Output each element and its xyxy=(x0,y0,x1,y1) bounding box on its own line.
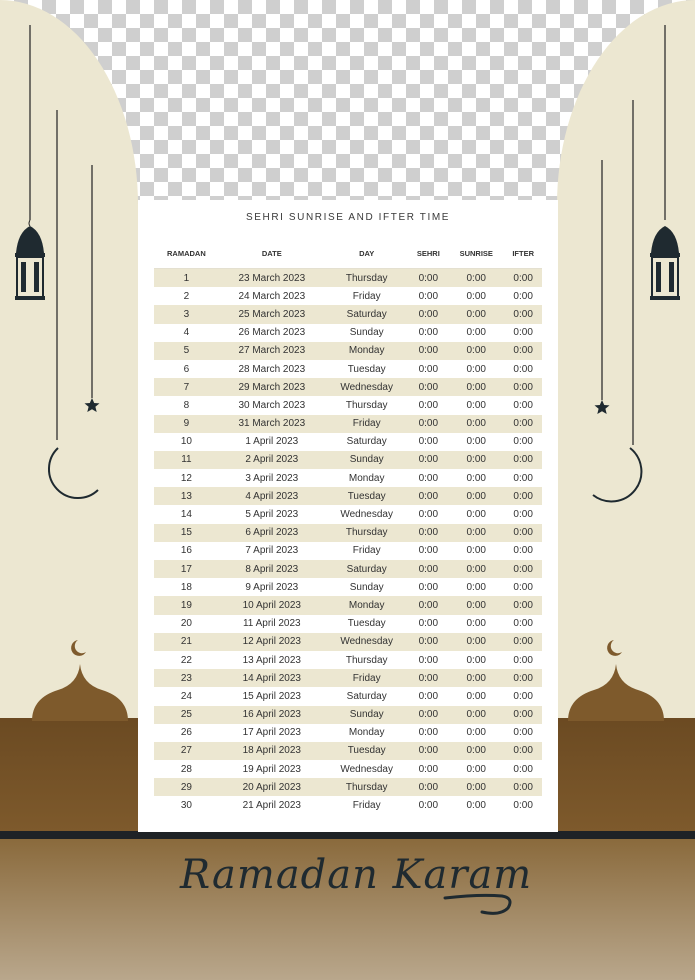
table-cell: 0:00 xyxy=(448,596,504,614)
table-cell: 0:00 xyxy=(466,690,486,702)
table-cell: 0:00 xyxy=(466,763,486,775)
table-row xyxy=(154,778,542,796)
table-row xyxy=(154,542,542,560)
table-cell: Wednesday xyxy=(325,378,409,396)
table-cell: 0:00 xyxy=(409,451,449,469)
table-cell: 0:00 xyxy=(504,633,542,651)
table-row xyxy=(154,560,542,578)
table-cell: 0:00 xyxy=(418,581,439,593)
table-row xyxy=(154,706,542,724)
table-cell: 23 xyxy=(154,669,219,687)
table-cell: 27 March 2023 xyxy=(219,342,325,360)
table-cell: Saturday xyxy=(346,690,387,702)
table-cell: 18 April 2023 xyxy=(219,742,325,760)
table-cell: 14 xyxy=(180,509,192,521)
table-cell: 0:00 xyxy=(409,342,449,360)
table-cell: 0:00 xyxy=(418,727,439,739)
star-icon xyxy=(595,400,610,414)
table-cell: 0:00 xyxy=(466,472,486,484)
table-cell: 9 April 2023 xyxy=(245,581,299,593)
table-cell: Thursday xyxy=(345,654,388,666)
table-cell: Friday xyxy=(325,415,409,433)
table-cell: 0:00 xyxy=(504,596,542,614)
table-cell: 0:00 xyxy=(513,327,533,339)
table-row xyxy=(154,378,542,396)
timetable-panel xyxy=(138,200,558,832)
table-cell: 30 xyxy=(180,800,192,812)
table-cell: 7 xyxy=(154,378,219,396)
table-cell: 4 April 2023 xyxy=(219,487,325,505)
star-icon xyxy=(85,398,100,412)
table-cell: 16 April 2023 xyxy=(219,706,325,724)
table-cell: 0:00 xyxy=(504,778,542,796)
table-cell: 0:00 xyxy=(448,342,504,360)
lantern-icon xyxy=(15,220,45,300)
table-cell: 17 xyxy=(154,560,219,578)
column-header: SUNRISE xyxy=(448,238,504,269)
table-cell: 9 xyxy=(154,415,219,433)
table-cell: 0:00 xyxy=(466,581,486,593)
table-row xyxy=(154,305,542,323)
table-cell: Tuesday xyxy=(325,487,409,505)
table-row xyxy=(154,451,542,469)
table-cell: 26 March 2023 xyxy=(238,327,306,339)
table-cell: Saturday xyxy=(325,305,409,323)
table-cell: Monday xyxy=(325,342,409,360)
table-cell: 0:00 xyxy=(409,560,449,578)
table-cell: 28 March 2023 xyxy=(238,363,306,375)
table-cell: 8 April 2023 xyxy=(219,560,325,578)
table-cell: 0:00 xyxy=(418,763,439,775)
table-cell: 20 April 2023 xyxy=(219,778,325,796)
table-cell: 0:00 xyxy=(418,327,439,339)
table-cell: 0:00 xyxy=(448,560,504,578)
table-cell: 0:00 xyxy=(466,399,486,411)
table-cell: 11 xyxy=(154,451,219,469)
table-cell: 8 xyxy=(183,399,190,411)
table-cell: 0:00 xyxy=(418,290,439,302)
table-row xyxy=(154,724,542,742)
table-cell: 0:00 xyxy=(418,800,439,812)
table-cell: 25 xyxy=(154,706,219,724)
table-cell: Monday xyxy=(325,596,409,614)
table-cell: 12 xyxy=(180,472,192,484)
table-cell: 10 xyxy=(180,436,192,448)
table-cell: Tuesday xyxy=(325,742,409,760)
table-row xyxy=(154,396,542,414)
table-cell: Sunday xyxy=(349,581,384,593)
table-row xyxy=(154,269,542,288)
table-row xyxy=(154,633,542,651)
table-cell: 0:00 xyxy=(513,363,533,375)
table-cell: 3 xyxy=(154,305,219,323)
table-cell: 0:00 xyxy=(418,618,439,630)
table-cell: 0:00 xyxy=(466,436,486,448)
table-row xyxy=(154,469,542,487)
table-cell: Friday xyxy=(325,669,409,687)
table-cell: 0:00 xyxy=(504,560,542,578)
table-cell: 0:00 xyxy=(513,290,533,302)
table-cell: 0:00 xyxy=(409,778,449,796)
table-cell: 0:00 xyxy=(504,415,542,433)
table-cell: 7 April 2023 xyxy=(245,545,299,557)
table-cell: 13 xyxy=(154,487,219,505)
table-cell: 5 xyxy=(154,342,219,360)
table-cell: 0:00 xyxy=(448,451,504,469)
table-cell: 15 xyxy=(154,524,219,542)
table-row xyxy=(154,615,542,633)
table-cell: 0:00 xyxy=(409,415,449,433)
mosque-dome-icon xyxy=(566,636,666,721)
table-cell: 0:00 xyxy=(504,524,542,542)
table-cell: 11 April 2023 xyxy=(242,618,301,630)
table-row xyxy=(154,287,542,305)
table-row xyxy=(154,487,542,505)
table-cell: Thursday xyxy=(325,269,409,288)
table-cell: 0:00 xyxy=(513,727,533,739)
table-cell: 24 xyxy=(180,690,192,702)
table-cell: 2 xyxy=(183,290,190,302)
table-cell: 0:00 xyxy=(409,633,449,651)
table-cell: 5 April 2023 xyxy=(245,509,299,521)
table-cell: 0:00 xyxy=(504,305,542,323)
crescent-moon-icon xyxy=(49,448,98,498)
table-cell: Thursday xyxy=(325,778,409,796)
table-cell: Tuesday xyxy=(347,363,386,375)
table-cell: Wednesday xyxy=(340,763,393,775)
table-row xyxy=(154,324,542,342)
table-cell: 0:00 xyxy=(448,269,504,288)
table-cell: 23 March 2023 xyxy=(219,269,325,288)
table-cell: 0:00 xyxy=(513,654,533,666)
table-row xyxy=(154,669,542,687)
table-cell: 1 April 2023 xyxy=(245,436,299,448)
table-cell: 13 April 2023 xyxy=(242,654,301,666)
table-cell: 0:00 xyxy=(513,545,533,557)
table-cell: 0:00 xyxy=(409,269,449,288)
table-cell: 0:00 xyxy=(504,669,542,687)
table-cell: 0:00 xyxy=(448,633,504,651)
table-cell: 1 xyxy=(154,269,219,288)
lantern-icon xyxy=(650,226,680,300)
divider-line xyxy=(0,831,695,839)
table-cell: Sunday xyxy=(325,451,409,469)
table-row xyxy=(154,360,542,378)
table-cell: 15 April 2023 xyxy=(242,690,301,702)
table-row xyxy=(154,596,542,614)
table-cell: 0:00 xyxy=(418,690,439,702)
table-cell: 0:00 xyxy=(409,524,449,542)
table-cell: 0:00 xyxy=(513,581,533,593)
table-cell: 0:00 xyxy=(466,800,486,812)
table-cell: 0:00 xyxy=(448,669,504,687)
table-cell: 19 April 2023 xyxy=(242,763,301,775)
table-cell: 0:00 xyxy=(448,524,504,542)
table-row xyxy=(154,524,542,542)
table-cell: 0:00 xyxy=(466,727,486,739)
table-cell: Saturday xyxy=(346,436,387,448)
table-cell: Thursday xyxy=(345,399,388,411)
table-cell: 0:00 xyxy=(504,451,542,469)
table-cell: 0:00 xyxy=(466,363,486,375)
table-cell: 0:00 xyxy=(504,378,542,396)
table-cell: 30 March 2023 xyxy=(238,399,306,411)
table-row xyxy=(154,687,542,705)
mosque-dome-icon xyxy=(30,636,130,721)
table-cell: 12 April 2023 xyxy=(219,633,325,651)
table-cell: Tuesday xyxy=(347,618,386,630)
left-hanging-decorations xyxy=(0,0,140,520)
table-cell: 0:00 xyxy=(504,487,542,505)
column-header: DAY xyxy=(325,238,409,269)
table-cell: 22 xyxy=(180,654,192,666)
table-cell: 27 xyxy=(154,742,219,760)
table-cell: 0:00 xyxy=(448,378,504,396)
table-row xyxy=(154,342,542,360)
table-cell: 21 xyxy=(154,633,219,651)
crescent-moon-icon xyxy=(593,448,641,501)
table-cell: 0:00 xyxy=(418,363,439,375)
table-cell: 20 xyxy=(180,618,192,630)
table-row xyxy=(154,433,542,451)
table-cell: 6 xyxy=(183,363,190,375)
table-cell: 0:00 xyxy=(513,472,533,484)
column-header: RAMADAN xyxy=(154,238,219,269)
table-cell: 0:00 xyxy=(418,399,439,411)
table-cell: 26 xyxy=(180,727,192,739)
table-row xyxy=(154,796,542,814)
right-hanging-decorations xyxy=(555,0,695,520)
table-cell: 16 xyxy=(180,545,192,557)
table-cell: 24 March 2023 xyxy=(238,290,306,302)
column-header: SEHRI xyxy=(409,238,449,269)
table-body xyxy=(154,269,542,815)
table-cell: 0:00 xyxy=(504,742,542,760)
table-cell: Wednesday xyxy=(325,633,409,651)
table-cell: 0:00 xyxy=(448,415,504,433)
table-cell: 0:00 xyxy=(409,742,449,760)
column-header: DATE xyxy=(219,238,325,269)
column-header: IFTER xyxy=(504,238,542,269)
table-cell: 0:00 xyxy=(409,305,449,323)
table-row xyxy=(154,505,542,523)
table-cell: Sunday xyxy=(349,327,384,339)
table-cell: 0:00 xyxy=(418,509,439,521)
table-cell: Friday xyxy=(352,800,381,812)
table-cell: 0:00 xyxy=(466,509,486,521)
table-cell: 0:00 xyxy=(418,472,439,484)
table-cell: Monday xyxy=(348,727,385,739)
table-cell: 31 March 2023 xyxy=(219,415,325,433)
ramadan-timetable xyxy=(154,238,542,815)
table-cell: 0:00 xyxy=(409,487,449,505)
table-cell: 0:00 xyxy=(513,509,533,521)
table-cell: Friday xyxy=(352,545,381,557)
table-cell: 29 March 2023 xyxy=(219,378,325,396)
table-cell: 19 xyxy=(154,596,219,614)
table-cell: 0:00 xyxy=(409,378,449,396)
table-cell: 28 xyxy=(180,763,192,775)
table-cell: 0:00 xyxy=(418,654,439,666)
table-cell: 0:00 xyxy=(448,487,504,505)
table-cell: 25 March 2023 xyxy=(219,305,325,323)
table-cell: 0:00 xyxy=(513,763,533,775)
table-cell: 0:00 xyxy=(448,742,504,760)
table-cell: 0:00 xyxy=(466,654,486,666)
table-cell: 21 April 2023 xyxy=(242,800,301,812)
table-cell: 0:00 xyxy=(448,778,504,796)
table-row xyxy=(154,742,542,760)
table-cell: 0:00 xyxy=(504,706,542,724)
table-cell: 0:00 xyxy=(409,669,449,687)
table-cell: 0:00 xyxy=(409,596,449,614)
timetable-title: SEHRI SUNRISE AND IFTER TIME xyxy=(245,212,451,223)
table-cell: 0:00 xyxy=(513,436,533,448)
table-cell: Friday xyxy=(352,290,381,302)
table-cell: 0:00 xyxy=(513,399,533,411)
table-cell: 18 xyxy=(180,581,192,593)
table-row xyxy=(154,578,542,596)
table-row xyxy=(154,651,542,669)
ramadan-greeting: Ramadan Karam xyxy=(180,852,533,898)
table-cell: 6 April 2023 xyxy=(219,524,325,542)
table-row xyxy=(154,760,542,778)
table-cell: 0:00 xyxy=(504,269,542,288)
table-cell: 0:00 xyxy=(409,706,449,724)
table-cell: 3 April 2023 xyxy=(245,472,299,484)
table-cell: Monday xyxy=(348,472,385,484)
table-cell: 4 xyxy=(183,327,190,339)
table-cell: 0:00 xyxy=(466,618,486,630)
table-cell: 14 April 2023 xyxy=(219,669,325,687)
swash-flourish xyxy=(440,880,520,920)
table-cell: 17 April 2023 xyxy=(242,727,301,739)
table-cell: 0:00 xyxy=(448,706,504,724)
table-cell: 29 xyxy=(154,778,219,796)
table-cell: 0:00 xyxy=(504,342,542,360)
table-cell: 0:00 xyxy=(466,327,486,339)
table-cell: 2 April 2023 xyxy=(219,451,325,469)
table-cell: Wednesday xyxy=(340,509,393,521)
table-cell: 0:00 xyxy=(466,545,486,557)
table-cell: 0:00 xyxy=(448,305,504,323)
table-header-row xyxy=(154,238,542,269)
table-cell: 0:00 xyxy=(513,690,533,702)
table-cell: Thursday xyxy=(325,524,409,542)
table-cell: 0:00 xyxy=(418,545,439,557)
table-cell: Saturday xyxy=(325,560,409,578)
table-cell: 10 April 2023 xyxy=(219,596,325,614)
table-cell: 0:00 xyxy=(513,618,533,630)
table-cell: 0:00 xyxy=(418,436,439,448)
table-cell: 0:00 xyxy=(466,290,486,302)
table-cell: 0:00 xyxy=(513,800,533,812)
table-row xyxy=(154,415,542,433)
table-cell: Sunday xyxy=(325,706,409,724)
